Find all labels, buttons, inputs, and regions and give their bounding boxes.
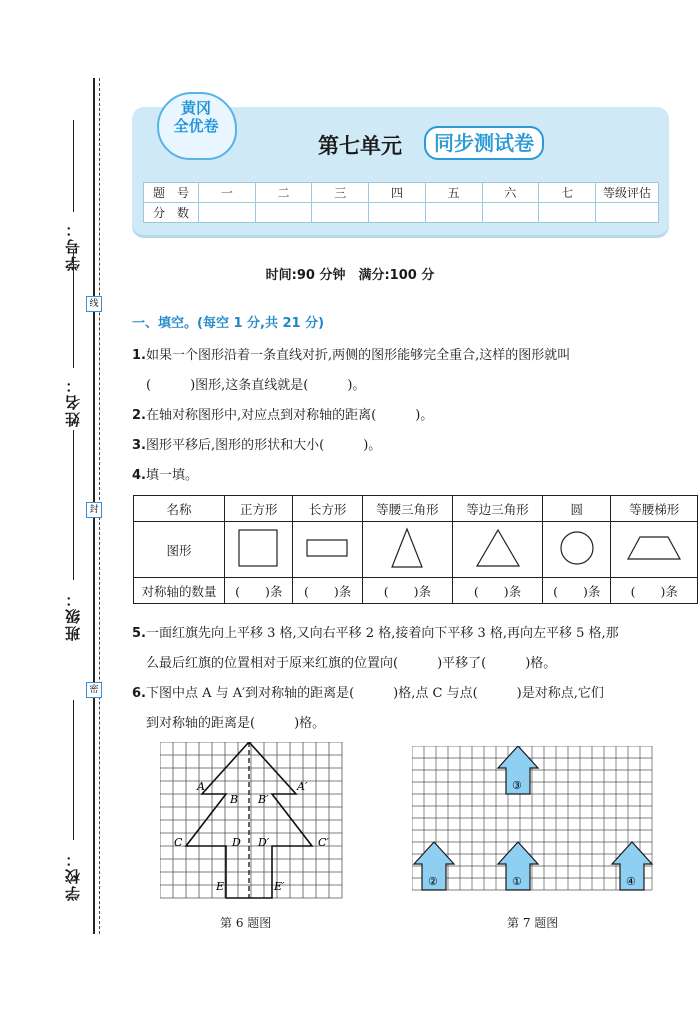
question-text: 一面红旗先向上平移 3 格,又向右平移 2 格,接着向下平移 3 格,再向左平移 5 格,那 bbox=[145, 626, 619, 641]
question-number: 4. bbox=[132, 468, 146, 483]
question-number: 5. bbox=[132, 626, 146, 641]
question-text: 下图中点 A 与 A′到对称轴的距离是( )格,点 C 与点( )是对称点,它们 bbox=[145, 686, 604, 701]
score-cell[interactable] bbox=[482, 203, 539, 223]
name-label: 姓名： bbox=[64, 376, 82, 427]
class-blank[interactable] bbox=[73, 430, 74, 580]
student-id-blank[interactable] bbox=[73, 120, 74, 212]
circle-icon bbox=[543, 522, 611, 578]
score-cell[interactable] bbox=[369, 203, 426, 223]
shape-row-label: 图形 bbox=[134, 522, 225, 578]
score-cell[interactable] bbox=[199, 203, 256, 223]
shape-col-header: 等边三角形 bbox=[452, 496, 542, 522]
score-table bbox=[143, 182, 659, 223]
square-icon bbox=[225, 522, 293, 578]
score-header-cell: 二 bbox=[255, 183, 312, 203]
answer-cell[interactable]: ( )条 bbox=[611, 578, 698, 604]
flag-label: ① bbox=[512, 875, 522, 888]
isosceles-trapezoid-icon bbox=[611, 522, 698, 578]
point-label: B bbox=[230, 793, 239, 806]
question-text: 如果一个图形沿着一条直线对折,两侧的图形能够完全重合,这样的图形就叫 bbox=[145, 348, 571, 363]
page-title: 第七单元 bbox=[318, 134, 402, 158]
question-text: 填一填。 bbox=[145, 468, 198, 483]
logo-line1: 黄冈 bbox=[180, 99, 211, 117]
score-header-cell: 七 bbox=[539, 183, 596, 203]
flag-label: ③ bbox=[512, 779, 522, 792]
shape-col-header: 名称 bbox=[134, 496, 225, 522]
score-header-cell: 三 bbox=[312, 183, 369, 203]
score-cell[interactable] bbox=[425, 203, 482, 223]
answer-cell[interactable]: ( )条 bbox=[452, 578, 542, 604]
point-label: D′ bbox=[258, 836, 270, 849]
question-1-line2: ( )图形,这条直线就是( )。 bbox=[146, 378, 366, 393]
question-text: 在轴对称图形中,对应点到对称轴的距离( )。 bbox=[145, 408, 434, 423]
question-3 bbox=[132, 434, 381, 453]
page-title-highlight: 同步测试卷 bbox=[424, 126, 544, 160]
shape-row-label: 对称轴的数量 bbox=[134, 578, 225, 604]
question-2 bbox=[132, 404, 433, 423]
score-header-cell: 题 号 bbox=[144, 183, 199, 203]
question-1 bbox=[132, 344, 570, 363]
point-label: A bbox=[197, 780, 205, 793]
question-5-line2: 么最后红旗的位置相对于原来红旗的位置向( )平移了( )格。 bbox=[146, 656, 557, 671]
section-heading: 一、填空。(每空 1 分,共 21 分) bbox=[132, 316, 325, 331]
score-cell[interactable] bbox=[596, 203, 659, 223]
score-cell[interactable] bbox=[255, 203, 312, 223]
class-label: 班级： bbox=[64, 590, 82, 641]
score-row-label: 分 数 bbox=[144, 203, 199, 223]
question-6 bbox=[132, 682, 604, 701]
answer-cell[interactable]: ( )条 bbox=[293, 578, 362, 604]
seal-secret: 密 bbox=[86, 682, 102, 698]
figure-7-caption: 第 7 题图 bbox=[507, 916, 559, 930]
shape-col-header: 正方形 bbox=[225, 496, 293, 522]
question-4 bbox=[132, 464, 198, 483]
rectangle-icon bbox=[293, 522, 362, 578]
question-6-line2: 到对称轴的距离是( )格。 bbox=[146, 716, 326, 731]
answer-cell[interactable]: ( )条 bbox=[543, 578, 611, 604]
point-label: A′ bbox=[297, 780, 308, 793]
shape-col-header: 长方形 bbox=[293, 496, 362, 522]
answer-cell[interactable]: ( )条 bbox=[362, 578, 452, 604]
exam-info: 时间:90 分钟 满分:100 分 bbox=[265, 268, 435, 283]
student-id-label: 学号： bbox=[64, 220, 82, 271]
score-header-cell: 六 bbox=[482, 183, 539, 203]
isosceles-triangle-icon bbox=[362, 522, 452, 578]
figure-7-flags-grid bbox=[412, 746, 658, 898]
school-label: 学校： bbox=[64, 850, 82, 901]
shape-col-header: 等腰梯形 bbox=[611, 496, 698, 522]
point-label: D bbox=[232, 836, 241, 849]
score-header-cell: 一 bbox=[199, 183, 256, 203]
figure-6-tree-grid bbox=[160, 742, 346, 902]
question-number: 6. bbox=[132, 686, 146, 701]
answer-cell[interactable]: ( )条 bbox=[225, 578, 293, 604]
point-label: C bbox=[174, 836, 183, 849]
score-cell[interactable] bbox=[539, 203, 596, 223]
score-header-cell: 等级评估 bbox=[596, 183, 659, 203]
question-number: 2. bbox=[132, 408, 146, 423]
shape-col-header: 圆 bbox=[543, 496, 611, 522]
logo-line2: 全优卷 bbox=[173, 117, 219, 135]
question-number: 1. bbox=[132, 348, 146, 363]
flag-label: ② bbox=[428, 875, 438, 888]
shape-col-header: 等腰三角形 bbox=[362, 496, 452, 522]
seal-line: 线 bbox=[86, 296, 102, 312]
point-label: E bbox=[216, 880, 225, 893]
seal-seal: 封 bbox=[86, 502, 102, 518]
question-number: 3. bbox=[132, 438, 146, 453]
question-5 bbox=[132, 622, 619, 641]
figure-6-caption: 第 6 题图 bbox=[220, 916, 272, 930]
equilateral-triangle-icon bbox=[452, 522, 542, 578]
flag-label: ④ bbox=[626, 875, 636, 888]
point-label: B′ bbox=[258, 793, 269, 806]
point-label: C′ bbox=[318, 836, 329, 849]
question-text: 图形平移后,图形的形状和大小( )。 bbox=[145, 438, 382, 453]
point-label: E′ bbox=[274, 880, 285, 893]
school-blank[interactable] bbox=[73, 700, 74, 840]
score-header-cell: 五 bbox=[425, 183, 482, 203]
symmetry-table bbox=[133, 495, 698, 604]
score-header-cell: 四 bbox=[369, 183, 426, 203]
score-cell[interactable] bbox=[312, 203, 369, 223]
